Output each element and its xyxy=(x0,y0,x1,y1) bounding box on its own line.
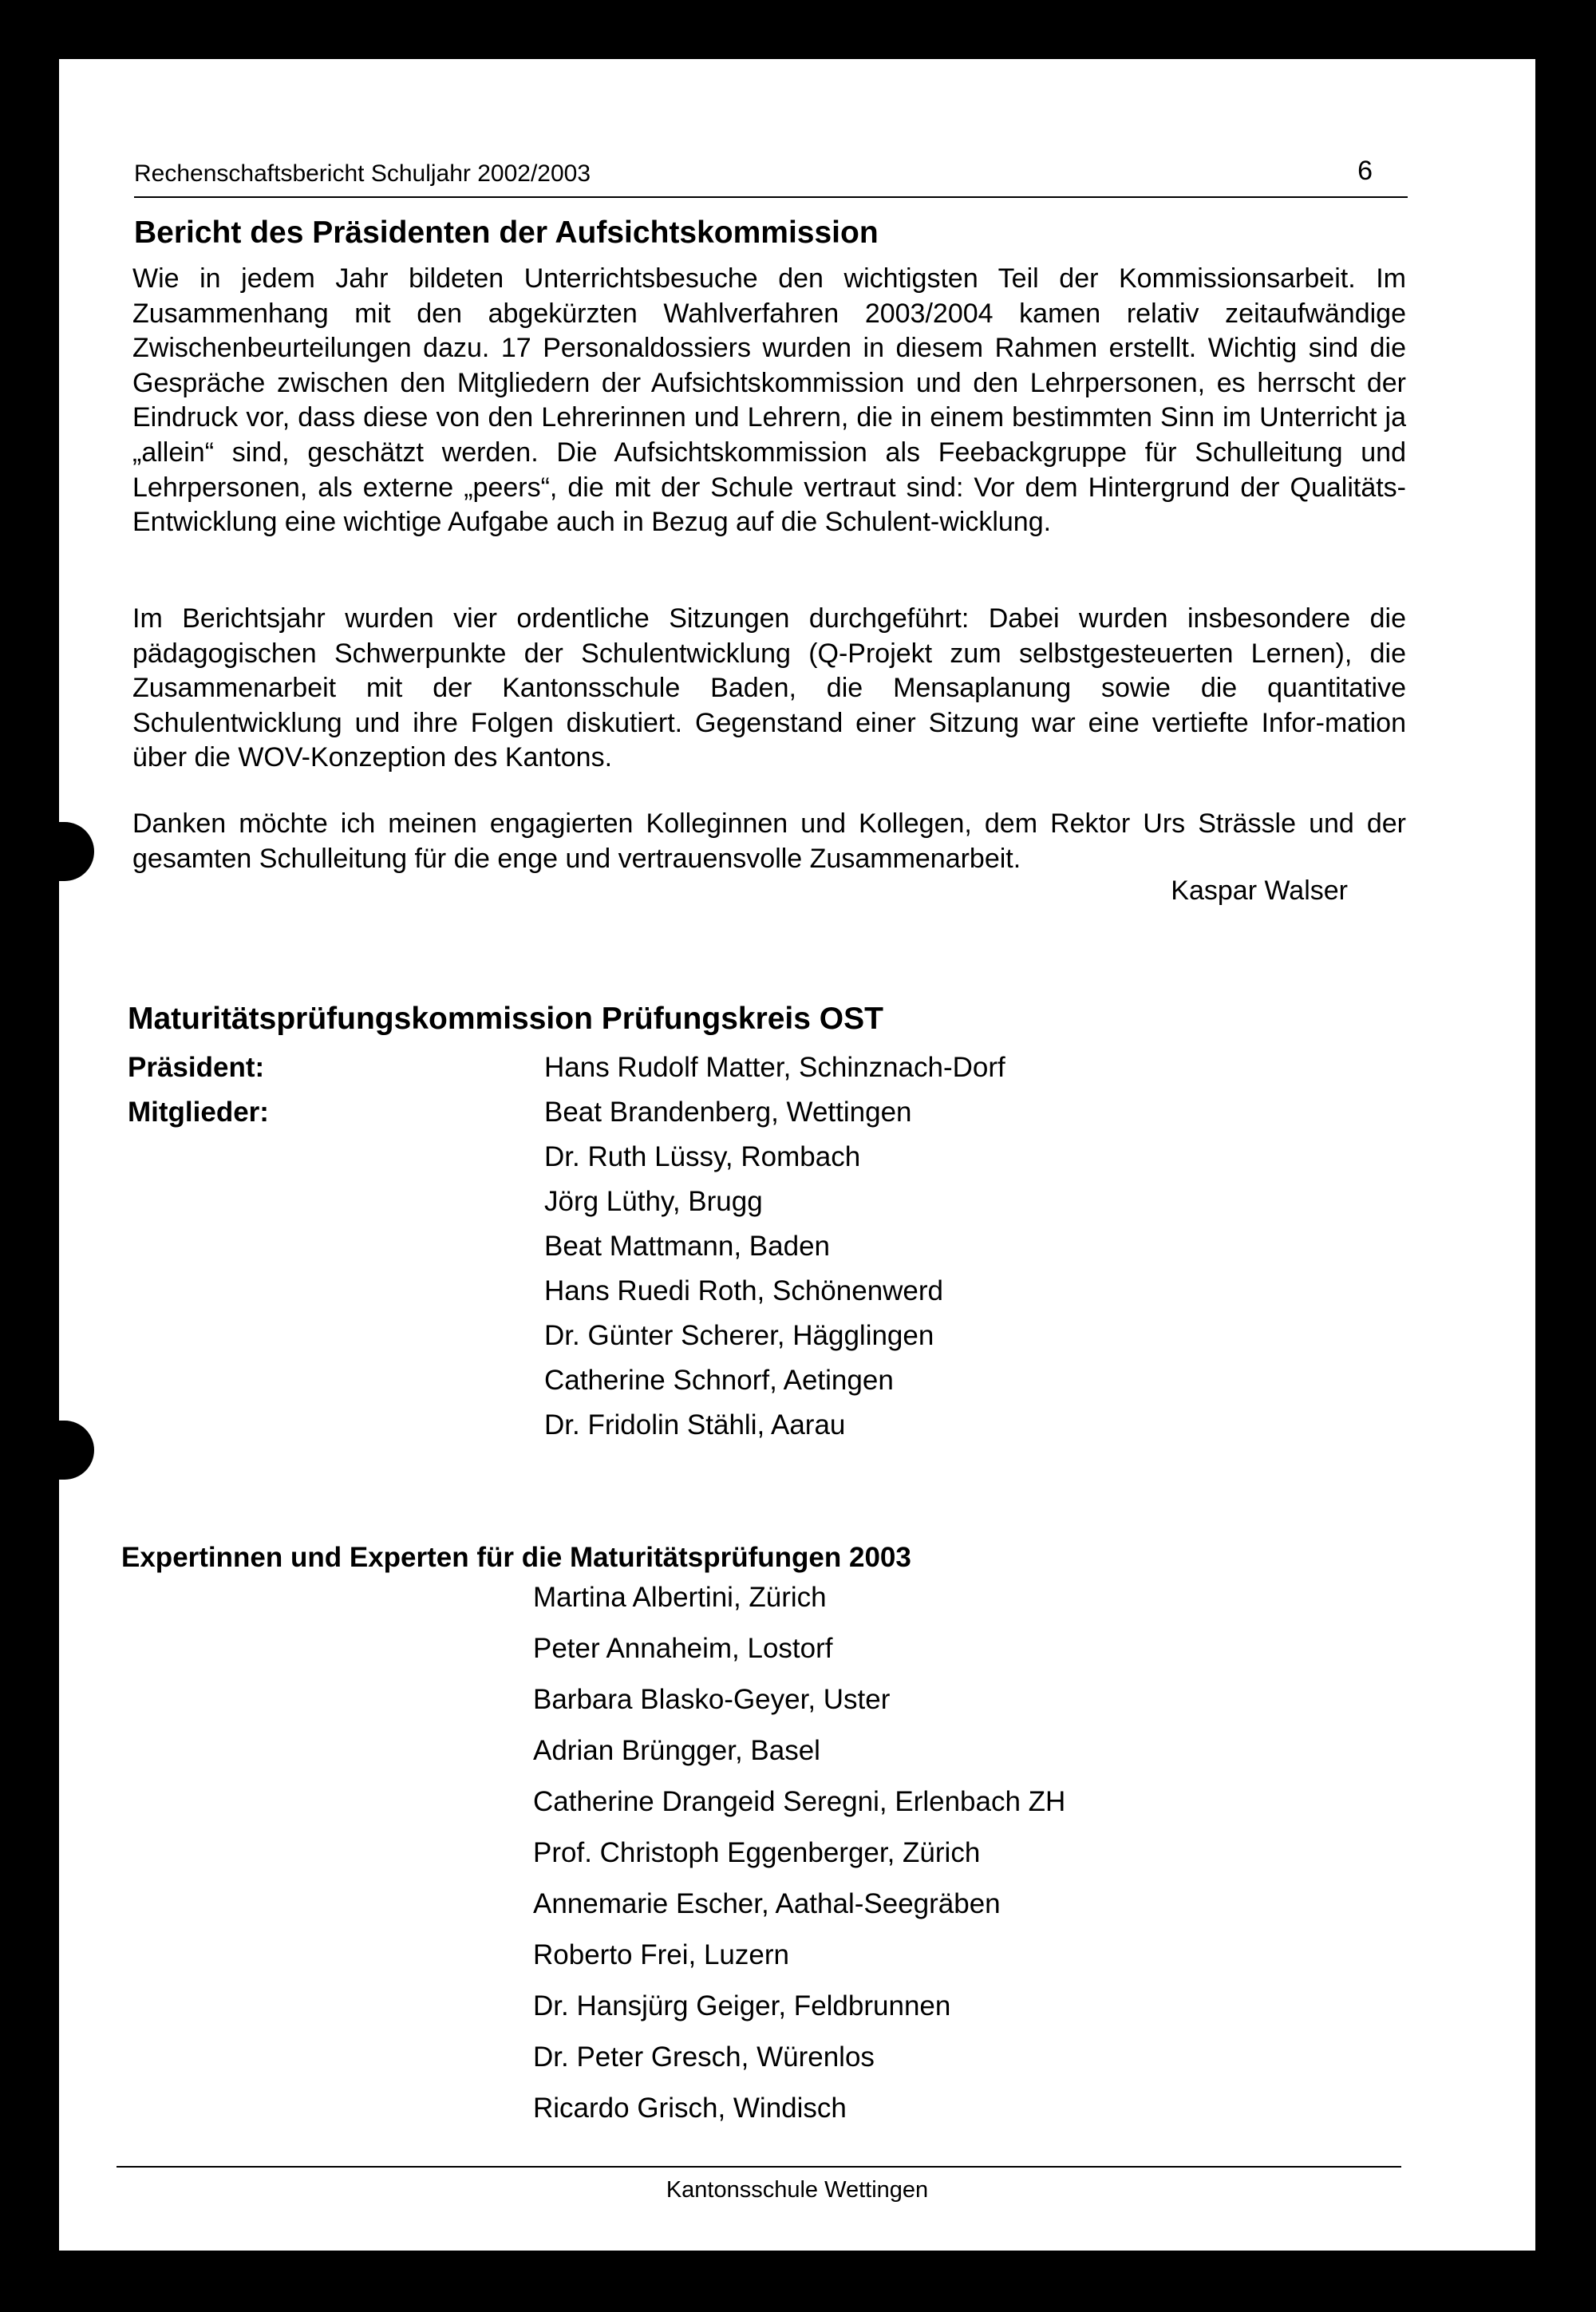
president-list xyxy=(544,1050,1005,1095)
member-item: Dr. Ruth Lüssy, Rombach xyxy=(544,1141,861,1172)
expert-item: Roberto Frei, Luzern xyxy=(533,1939,789,1970)
president-label: Präsident: xyxy=(128,1052,265,1083)
running-header xyxy=(134,158,1408,198)
punch-hole-mark xyxy=(59,1421,94,1480)
page-number: 6 xyxy=(1357,156,1373,186)
bericht-heading: Bericht des Präsidenten der Aufsichtskommission xyxy=(134,215,879,250)
member-item: Dr. Fridolin Stähli, Aarau xyxy=(544,1409,846,1441)
bericht-paragraph-1: Wie in jedem Jahr bildeten Unterrichtsbesuche den wichtigsten Teil der Kommissionsarbeit. Im Zusammenhang mit den abgekürzten Wahlverfahren 2003/2004 kamen relativ zeitaufwändige Zwischenbeurteilungen dazu. 17 Personaldossiers wurden in diesem Rahmen erstellt. Wichtig sind die Gespräche zwischen den Mitgliedern der Aufsichtskommission und den Lehrpersonen, es herrscht der Eindruck vor, dass diese von den Lehrerinnen und Lehrern, die in einem bestimmten Sinn im Unterricht ja „allein“ sind, geschätzt werden. Die Aufsichtskommission als Feebackgruppe für Schulleitung und Lehrpersonen, als externe „peers“, die mit der Schule vertraut sind: Vor dem Hintergrund der Qualitäts-Entwicklung eine wichtige Aufgabe auch in Bezug auf die Schulent-wicklung. xyxy=(132,263,1406,538)
expert-item: Barbara Blasko-Geyer, Uster xyxy=(533,1684,891,1715)
member-item: Dr. Günter Scherer, Hägglingen xyxy=(544,1320,934,1351)
maturitaet-heading: Maturitätsprüfungskommission Prüfungskreis OST xyxy=(128,1002,883,1036)
header-title: Rechenschaftsbericht Schuljahr 2002/2003 xyxy=(134,160,591,187)
expert-item: Dr. Hansjürg Geiger, Feldbrunnen xyxy=(533,1990,951,2022)
bericht-paragraph-3: Danken möchte ich meinen engagierten Kolleginnen und Kollegen, dem Rektor Urs Strässle und der gesamten Schulleitung für die enge und vertrauensvolle Zusammenarbeit. xyxy=(132,808,1406,874)
bericht-paragraph-2: Im Berichtsjahr wurden vier ordentliche Sitzungen durchgeführt: Dabei wurden insbesondere die pädagogischen Schwerpunkte der Schulentwicklung (Q-Projekt zum selbstgesteuerten Lernen), die Zusammenarbeit mit der Kantonsschule Baden, die Mensaplanung sowie die quantitative Schulentwicklung und ihre Folgen diskutiert. Gegenstand einer Sitzung war eine vertiefte Infor-mation über die WOV-Konzeption des Kantons. xyxy=(132,603,1406,773)
footer-text: Kantonsschule Wettingen xyxy=(666,2177,929,2203)
members-label: Mitglieder: xyxy=(128,1097,269,1128)
experten-list xyxy=(533,1580,1065,2142)
member-item: Hans Ruedi Roth, Schönenwerd xyxy=(544,1275,944,1306)
member-item: Beat Mattmann, Baden xyxy=(544,1231,830,1262)
punch-hole-mark xyxy=(59,822,94,881)
expert-item: Dr. Peter Gresch, Würenlos xyxy=(533,2041,875,2073)
member-item: Jörg Lüthy, Brugg xyxy=(544,1186,763,1217)
experten-heading: Expertinnen und Experten für die Maturitätsprüfungen 2003 xyxy=(121,1542,911,1573)
member-item: Catherine Schnorf, Aetingen xyxy=(544,1365,894,1396)
expert-item: Prof. Christoph Eggenberger, Zürich xyxy=(533,1837,981,1868)
document-page xyxy=(59,59,1535,2251)
expert-item: Adrian Brüngger, Basel xyxy=(533,1735,820,1766)
expert-item: Ricardo Grisch, Windisch xyxy=(533,2093,847,2124)
members-list xyxy=(544,1095,943,1452)
expert-item: Martina Albertini, Zürich xyxy=(533,1582,827,1613)
expert-item: Peter Annaheim, Lostorf xyxy=(533,1633,833,1664)
expert-item: Catherine Drangeid Seregni, Erlenbach ZH xyxy=(533,1786,1066,1817)
member-item: Beat Brandenberg, Wettingen xyxy=(544,1097,912,1128)
president-name: Hans Rudolf Matter, Schinznach-Dorf xyxy=(544,1052,1005,1083)
footer-rule xyxy=(117,2166,1401,2168)
expert-item: Annemarie Escher, Aathal-Seegräben xyxy=(533,1888,1001,1919)
signature: Kaspar Walser xyxy=(1171,875,1348,906)
